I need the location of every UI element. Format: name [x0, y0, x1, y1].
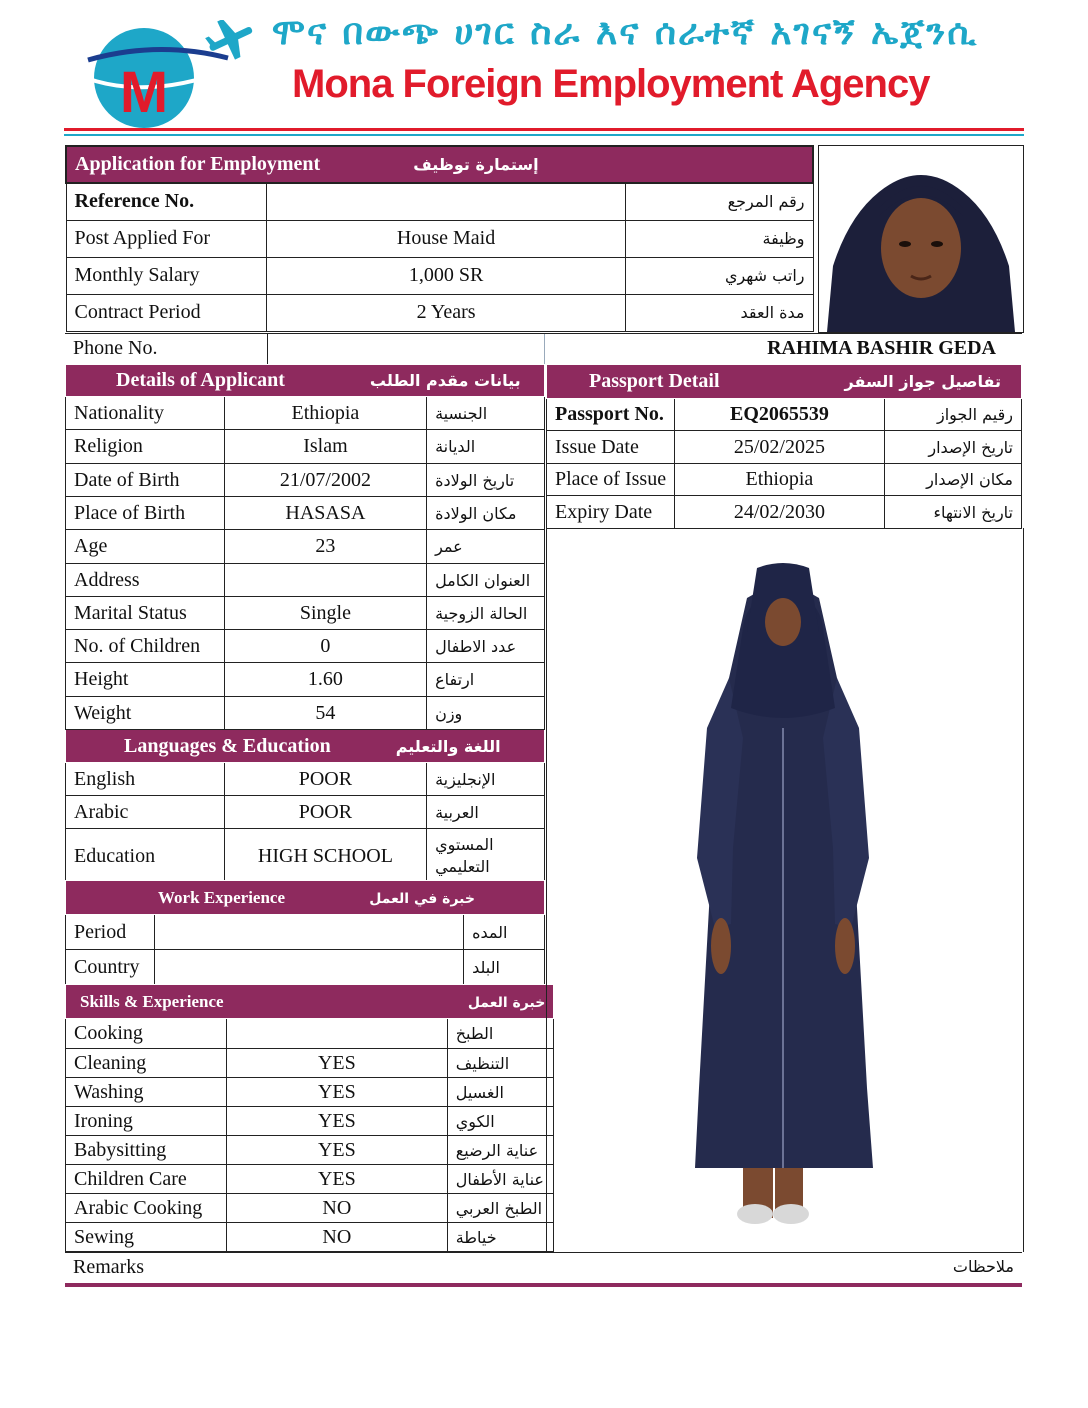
row-children-care [66, 1165, 554, 1194]
application-title: Application for Employment [75, 153, 321, 175]
field-label-ar: عناية الأطفال [447, 1165, 554, 1194]
header-rule-blue [64, 134, 1024, 136]
row-address [66, 564, 545, 597]
remarks-row [65, 1252, 1022, 1287]
passport-section-title-ar: تفاصيل جواز السفر [844, 372, 1001, 391]
field-label-ar: عناية الرضيع [447, 1136, 554, 1165]
field-label: Place of Issue [547, 464, 675, 496]
row-cooking [66, 1019, 554, 1049]
field-label-ar: خياطة [447, 1223, 554, 1252]
post-label: Post Applied For [66, 220, 267, 257]
field-label: Children Care [66, 1165, 227, 1194]
skills-section-title-ar: خبرة العمل [467, 994, 546, 1011]
field-value: 21/07/2002 [224, 464, 426, 497]
field-label: Age [66, 530, 225, 564]
field-value: 24/02/2030 [675, 496, 885, 529]
reference-label-ar: رقم المرجع [625, 183, 813, 220]
arabic-row [66, 796, 545, 829]
field-label: Issue Date [547, 431, 675, 464]
row-ironing [66, 1107, 554, 1136]
salary-value: 1,000 SR [267, 257, 626, 294]
field-label-ar: الجنسية [427, 397, 545, 430]
field-label-ar: العنوان الكامل [427, 564, 545, 597]
field-value: 23 [224, 530, 426, 564]
field-value [226, 1019, 447, 1049]
field-label: Nationality [66, 397, 225, 430]
field-label: No. of Children [66, 630, 225, 663]
languages-section-title-ar: اللغة والتعليم [395, 736, 501, 756]
field-label-ar: الكوي [447, 1107, 554, 1136]
post-label-ar: وظيفة [625, 220, 813, 257]
applicant-section-title-ar: بيانات مقدم الطلب [369, 371, 521, 390]
country-label: Country [66, 950, 155, 985]
field-value [224, 564, 426, 597]
field-label: Marital Status [66, 597, 225, 630]
field-value: YES [226, 1078, 447, 1107]
field-label: Religion [66, 430, 225, 464]
passport-section-header [547, 365, 1022, 399]
contract-label: Contract Period [66, 294, 267, 331]
salary-label: Monthly Salary [66, 257, 267, 294]
row-babysitting [66, 1136, 554, 1165]
full-body-photo [546, 528, 1024, 1252]
field-value: YES [226, 1107, 447, 1136]
field-label: Washing [66, 1078, 227, 1107]
field-label-ar: تاريخ الانتهاء [884, 496, 1021, 529]
arabic-label-ar: العربية [427, 796, 545, 829]
work-table [65, 880, 545, 985]
field-label-ar: وزن [427, 697, 545, 730]
english-label: English [66, 763, 225, 796]
field-label-ar: ارتفاع [427, 663, 545, 697]
work-section-title: Work Experience [158, 887, 286, 907]
field-label-ar: عدد الاطفال [427, 630, 545, 663]
english-value: POOR [224, 763, 426, 796]
education-label: Education [66, 829, 225, 884]
field-label-ar: عمر [427, 530, 545, 564]
field-value: YES [226, 1049, 447, 1078]
period-row [66, 915, 545, 950]
application-title-ar: إستمارة توظيف [413, 155, 539, 174]
row-religion [66, 430, 545, 464]
field-label-ar: الديانة [427, 430, 545, 464]
field-label: Place of Birth [66, 497, 225, 530]
post-value: House Maid [267, 220, 626, 257]
row-issue-date [547, 431, 1022, 464]
languages-section-header [66, 730, 545, 763]
application-table [65, 145, 814, 332]
field-label-ar: التنظيف [447, 1049, 554, 1078]
field-value: 54 [224, 697, 426, 730]
remarks-label-ar: ملاحظات [952, 1257, 1014, 1276]
field-label-ar: تاريخ الولادة [427, 464, 545, 497]
row-cleaning [66, 1049, 554, 1078]
applicant-section-title: Details of Applicant [116, 369, 285, 391]
field-label: Expiry Date [547, 496, 675, 529]
field-label: Height [66, 663, 225, 697]
field-value: YES [226, 1165, 447, 1194]
contract-row [66, 294, 813, 331]
phone-row [65, 333, 1022, 364]
field-label-ar: الطبخ العربي [447, 1194, 554, 1223]
row-weight [66, 697, 545, 730]
work-section-header [66, 881, 545, 915]
remarks-label: Remarks [73, 1256, 145, 1278]
post-row [66, 220, 813, 257]
field-label-ar: تاريخ الإصدار [884, 431, 1021, 464]
application-header [66, 146, 813, 183]
row-arabic-cooking [66, 1194, 554, 1223]
salary-row [66, 257, 813, 294]
field-label: Arabic Cooking [66, 1194, 227, 1223]
phone-value [267, 334, 545, 364]
arabic-value: POOR [224, 796, 426, 829]
row-expiry-date [547, 496, 1022, 529]
header-rule-red [64, 128, 1024, 131]
field-label: Cooking [66, 1019, 227, 1049]
field-value: YES [226, 1136, 447, 1165]
field-value: Ethiopia [224, 397, 426, 430]
skills-section-title: Skills & Experience [80, 991, 224, 1011]
row-place-of-birth [66, 497, 545, 530]
field-label: Date of Birth [66, 464, 225, 497]
field-value: 1.60 [224, 663, 426, 697]
field-label-ar: مكان الولادة [427, 497, 545, 530]
skills-table [65, 984, 554, 1252]
row-date-of-birth [66, 464, 545, 497]
period-value [154, 915, 463, 950]
contract-value: 2 Years [267, 294, 626, 331]
row-age [66, 530, 545, 564]
row-passport-no [547, 399, 1022, 431]
languages-section-title: Languages & Education [124, 734, 331, 757]
row-height [66, 663, 545, 697]
reference-row [66, 183, 813, 220]
row-no-of-children [66, 630, 545, 663]
country-row [66, 950, 545, 985]
applicant-section-header [66, 365, 545, 397]
field-label: Cleaning [66, 1049, 227, 1078]
field-label-ar: رقيم الجواز [884, 399, 1021, 431]
field-label: Sewing [66, 1223, 227, 1252]
field-label: Babysitting [66, 1136, 227, 1165]
country-value [154, 950, 463, 985]
country-label-ar: البلد [464, 950, 545, 985]
field-value: 25/02/2025 [675, 431, 885, 464]
field-label: Address [66, 564, 225, 597]
field-label: Ironing [66, 1107, 227, 1136]
applicant-full-name: RAHIMA BASHIR GEDA [767, 337, 996, 359]
applicant-table [65, 364, 545, 884]
field-value: Ethiopia [675, 464, 885, 496]
education-value: HIGH SCHOOL [224, 829, 426, 884]
period-label: Period [66, 915, 155, 950]
contract-label-ar: مدة العقد [625, 294, 813, 331]
work-section-title-ar: خبرة في العمل [369, 890, 475, 907]
english-label-ar: الإنجليزية [427, 763, 545, 796]
salary-label-ar: راتب شهري [625, 257, 813, 294]
field-value: 0 [224, 630, 426, 663]
phone-label: Phone No. [73, 337, 158, 359]
skills-section-header [66, 985, 554, 1019]
arabic-label: Arabic [66, 796, 225, 829]
passport-table [546, 364, 1022, 529]
english-row [66, 763, 545, 796]
field-label: Passport No. [547, 399, 675, 431]
logo-letter: M [119, 60, 169, 125]
field-label-ar: مكان الإصدار [884, 464, 1021, 496]
field-label-ar: الطبخ [447, 1019, 554, 1049]
field-label-ar: الغسيل [447, 1078, 554, 1107]
education-label-ar: المستوي التعليمي [427, 829, 545, 884]
row-place-of-issue [547, 464, 1022, 496]
education-row [66, 829, 545, 884]
agency-english-title: Mona Foreign Employment Agency [292, 62, 930, 106]
field-value: Single [224, 597, 426, 630]
headshot-photo [818, 145, 1024, 333]
field-value: EQ2065539 [675, 399, 885, 431]
reference-label: Reference No. [66, 183, 267, 220]
row-washing [66, 1078, 554, 1107]
field-value: NO [226, 1223, 447, 1252]
field-label: Weight [66, 697, 225, 730]
agency-logo [78, 20, 258, 130]
field-value: NO [226, 1194, 447, 1223]
field-value: HASASA [224, 497, 426, 530]
passport-section-title: Passport Detail [589, 370, 720, 392]
row-sewing [66, 1223, 554, 1252]
reference-value [267, 183, 626, 220]
field-label-ar: الحالة الزوجية [427, 597, 545, 630]
agency-amharic-title: ሞና በውጭ ሀገር ስራ እና ሰራተኛ አገናኝ ኤጀንሲ [272, 12, 979, 53]
row-nationality [66, 397, 545, 430]
field-value: Islam [224, 430, 426, 464]
period-label-ar: المده [464, 915, 545, 950]
row-marital-status [66, 597, 545, 630]
